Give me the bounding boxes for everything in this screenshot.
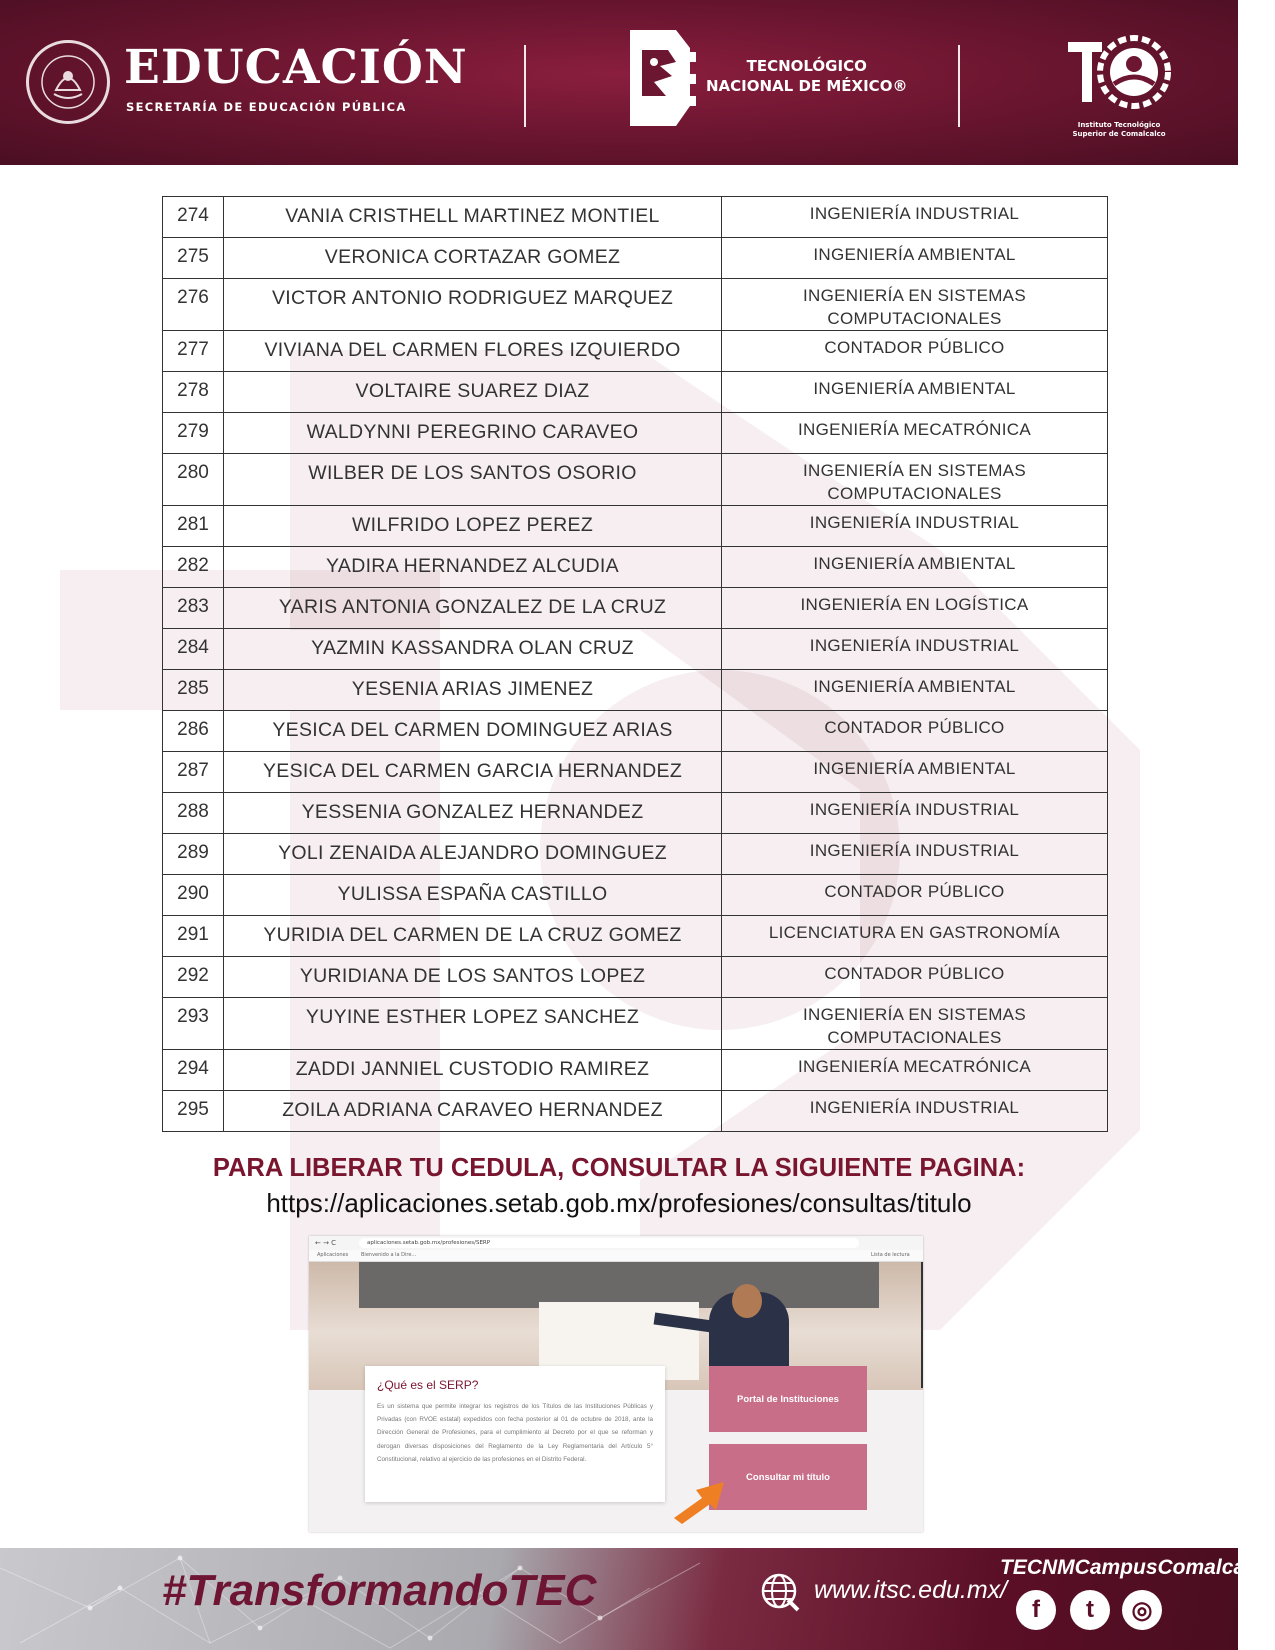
table-row <box>163 547 1108 588</box>
row-number: 277 <box>163 331 224 372</box>
browser-nav-icons: ← → C <box>315 1239 337 1247</box>
graduate-name: VANIA CRISTHELL MARTINEZ MONTIEL <box>224 197 722 238</box>
graduate-name: YADIRA HERNANDEZ ALCUDIA <box>224 547 722 588</box>
row-number: 276 <box>163 279 224 331</box>
graduate-career: INGENIERÍA AMBIENTAL <box>722 238 1108 279</box>
photo-head <box>732 1284 762 1318</box>
table-row <box>163 629 1108 670</box>
instagram-icon[interactable]: ◎ <box>1122 1590 1162 1630</box>
itsc-name <box>1064 121 1174 139</box>
mexico-seal-icon <box>26 40 110 124</box>
header-divider <box>958 45 960 127</box>
graduate-name: YULISSA ESPAÑA CASTILLO <box>224 875 722 916</box>
graduate-career: INGENIERÍA EN SISTEMAS COMPUTACIONALES <box>722 279 1108 331</box>
orange-arrow-icon <box>670 1474 730 1524</box>
secretaria-title: EDUCACIÓN <box>124 40 468 95</box>
graduate-name: YURIDIANA DE LOS SANTOS LOPEZ <box>224 957 722 998</box>
row-number: 274 <box>163 197 224 238</box>
graduate-career: CONTADOR PÚBLICO <box>722 711 1108 752</box>
row-number: 278 <box>163 372 224 413</box>
row-number: 284 <box>163 629 224 670</box>
hashtag-transformando-tec: #TransformandoTEC <box>162 1566 597 1615</box>
graduate-name: VICTOR ANTONIO RODRIGUEZ MARQUEZ <box>224 279 722 331</box>
row-number: 281 <box>163 506 224 547</box>
serp-card-text: Es un sistema que permite integrar los registros de los Títulos de las Instituciones Públicas y Privadas (con RVOE estatal) expedidos con fecha posterior al 01 de octubre de 2018, ante la Dirección General de Profesiones, para el cumplimiento al Decreto por el que se reforman y derogan diversas disposiciones del Reglamento de la Ley Reglamentaria del Artículo 5° Constitucional, relativo al ejercicio de las profesiones en el Distrito Federal. <box>377 1403 653 1463</box>
table-row <box>163 1050 1108 1091</box>
graduate-career: INGENIERÍA INDUSTRIAL <box>722 629 1108 670</box>
itsc-name-line2: Superior de Comalcalco <box>1072 130 1166 138</box>
graduate-name: YESSENIA GONZALEZ HERNANDEZ <box>224 793 722 834</box>
graduate-name: YUYINE ESTHER LOPEZ SANCHEZ <box>224 998 722 1050</box>
table-row <box>163 875 1108 916</box>
twitter-icon[interactable]: t <box>1070 1590 1110 1630</box>
tecnm-logo-icon <box>620 22 698 132</box>
serp-card-title: ¿Qué es el SERP? <box>377 1378 479 1392</box>
graduate-name: ZOILA ADRIANA CARAVEO HERNANDEZ <box>224 1091 722 1132</box>
graduate-career: CONTADOR PÚBLICO <box>722 875 1108 916</box>
row-number: 280 <box>163 454 224 506</box>
graduate-career: INGENIERÍA MECATRÓNICA <box>722 1050 1108 1091</box>
graduate-career: INGENIERÍA AMBIENTAL <box>722 752 1108 793</box>
table-row <box>163 238 1108 279</box>
row-number: 282 <box>163 547 224 588</box>
graduate-career: INGENIERÍA EN SISTEMAS COMPUTACIONALES <box>722 998 1108 1050</box>
row-number: 293 <box>163 998 224 1050</box>
graduate-name: YOLI ZENAIDA ALEJANDRO DOMINGUEZ <box>224 834 722 875</box>
table-row <box>163 279 1108 331</box>
graduate-name: YESENIA ARIAS JIMENEZ <box>224 670 722 711</box>
row-number: 287 <box>163 752 224 793</box>
serp-info-card <box>365 1366 665 1502</box>
portal-instituciones-button: Portal de Instituciones <box>709 1366 867 1432</box>
bookmark-apps: Aplicaciones <box>317 1252 349 1258</box>
row-number: 285 <box>163 670 224 711</box>
graduate-career: INGENIERÍA INDUSTRIAL <box>722 1091 1108 1132</box>
browser-scrollbar <box>921 1262 923 1388</box>
graduate-career: INGENIERÍA EN SISTEMAS COMPUTACIONALES <box>722 454 1108 506</box>
footer-banner <box>0 1548 1275 1650</box>
graduate-career: INGENIERÍA EN LOGÍSTICA <box>722 588 1108 629</box>
consultar-titulo-button: Consultar mi título <box>709 1444 867 1510</box>
table-row <box>163 957 1108 998</box>
graduate-career: INGENIERÍA INDUSTRIAL <box>722 834 1108 875</box>
table-row <box>163 454 1108 506</box>
browser-bookmarks-bar <box>309 1250 923 1262</box>
graduate-name: VERONICA CORTAZAR GOMEZ <box>224 238 722 279</box>
serp-website-screenshot <box>309 1236 923 1532</box>
tecnm-name-line2: NACIONAL DE MÉXICO® <box>706 77 908 95</box>
browser-toolbar <box>309 1236 923 1250</box>
row-number: 286 <box>163 711 224 752</box>
graduate-career: CONTADOR PÚBLICO <box>722 957 1108 998</box>
row-number: 289 <box>163 834 224 875</box>
graduate-name: VOLTAIRE SUAREZ DIAZ <box>224 372 722 413</box>
row-number: 294 <box>163 1050 224 1091</box>
table-row <box>163 413 1108 454</box>
graduate-career: LICENCIATURA EN GASTRONOMÍA <box>722 916 1108 957</box>
table-row <box>163 506 1108 547</box>
row-number: 295 <box>163 1091 224 1132</box>
tecnm-name <box>706 56 907 96</box>
graduate-career: INGENIERÍA AMBIENTAL <box>722 670 1108 711</box>
row-number: 279 <box>163 413 224 454</box>
table-row <box>163 1091 1108 1132</box>
browser-address-bar: aplicaciones.setab.gob.mx/profesiones/SERP <box>359 1238 859 1248</box>
graduate-name: WALDYNNI PEREGRINO CARAVEO <box>224 413 722 454</box>
row-number: 288 <box>163 793 224 834</box>
graduate-career: INGENIERÍA INDUSTRIAL <box>722 506 1108 547</box>
table-row <box>163 331 1108 372</box>
table-row <box>163 752 1108 793</box>
itsc-name-line1: Instituto Tecnológico <box>1077 121 1161 129</box>
consult-url-link[interactable]: https://aplicaciones.setab.gob.mx/profesiones/consultas/titulo <box>266 1188 972 1218</box>
table-row <box>163 711 1108 752</box>
graduate-name: WILFRIDO LOPEZ PEREZ <box>224 506 722 547</box>
graduate-name: YARIS ANTONIA GONZALEZ DE LA CRUZ <box>224 588 722 629</box>
table-row <box>163 834 1108 875</box>
tecnm-name-line1: TECNOLÓGICO <box>746 57 867 75</box>
graduate-career: INGENIERÍA AMBIENTAL <box>722 372 1108 413</box>
table-row <box>163 916 1108 957</box>
facebook-icon[interactable]: f <box>1016 1590 1056 1630</box>
graduates-table <box>162 196 1108 1132</box>
graduate-name: YAZMIN KASSANDRA OLAN CRUZ <box>224 629 722 670</box>
header-banner <box>0 0 1238 165</box>
row-number: 290 <box>163 875 224 916</box>
table-row <box>163 670 1108 711</box>
itsc-logo-icon <box>1064 22 1174 112</box>
table-row <box>163 197 1108 238</box>
graduate-career: INGENIERÍA AMBIENTAL <box>722 547 1108 588</box>
table-row <box>163 998 1108 1050</box>
graduate-career: INGENIERÍA MECATRÓNICA <box>722 413 1108 454</box>
graduate-name: ZADDI JANNIEL CUSTODIO RAMIREZ <box>224 1050 722 1091</box>
graduate-name: YURIDIA DEL CARMEN DE LA CRUZ GOMEZ <box>224 916 722 957</box>
website-link[interactable]: www.itsc.edu.mx/ <box>814 1576 1008 1604</box>
graduate-name: YESICA DEL CARMEN GARCIA HERNANDEZ <box>224 752 722 793</box>
bookmark-reading-list: Lista de lectura <box>871 1252 910 1258</box>
graduate-name: WILBER DE LOS SANTOS OSORIO <box>224 454 722 506</box>
header-divider <box>524 45 526 127</box>
table-row <box>163 588 1108 629</box>
graduates-table-body <box>163 197 1108 1132</box>
secretaria-subtitle: SECRETARÍA DE EDUCACIÓN PÚBLICA <box>126 100 407 114</box>
graduate-career: CONTADOR PÚBLICO <box>722 331 1108 372</box>
row-number: 292 <box>163 957 224 998</box>
row-number: 275 <box>163 238 224 279</box>
table-row <box>163 793 1108 834</box>
row-number: 283 <box>163 588 224 629</box>
row-number: 291 <box>163 916 224 957</box>
graduate-name: VIVIANA DEL CARMEN FLORES IZQUIERDO <box>224 331 722 372</box>
graduate-name: YESICA DEL CARMEN DOMINGUEZ ARIAS <box>224 711 722 752</box>
notice-title: PARA LIBERAR TU CEDULA, CONSULTAR LA SIGUIENTE PAGINA: <box>212 1154 1026 1182</box>
graduate-career: INGENIERÍA INDUSTRIAL <box>722 197 1108 238</box>
campus-social-handle: TECNMCampusComalcalco <box>1000 1556 1275 1579</box>
globe-icon <box>760 1572 802 1614</box>
graduate-career: INGENIERÍA INDUSTRIAL <box>722 793 1108 834</box>
table-row <box>163 372 1108 413</box>
bookmark-welcome: Bienvenido a la Dire... <box>361 1252 417 1258</box>
